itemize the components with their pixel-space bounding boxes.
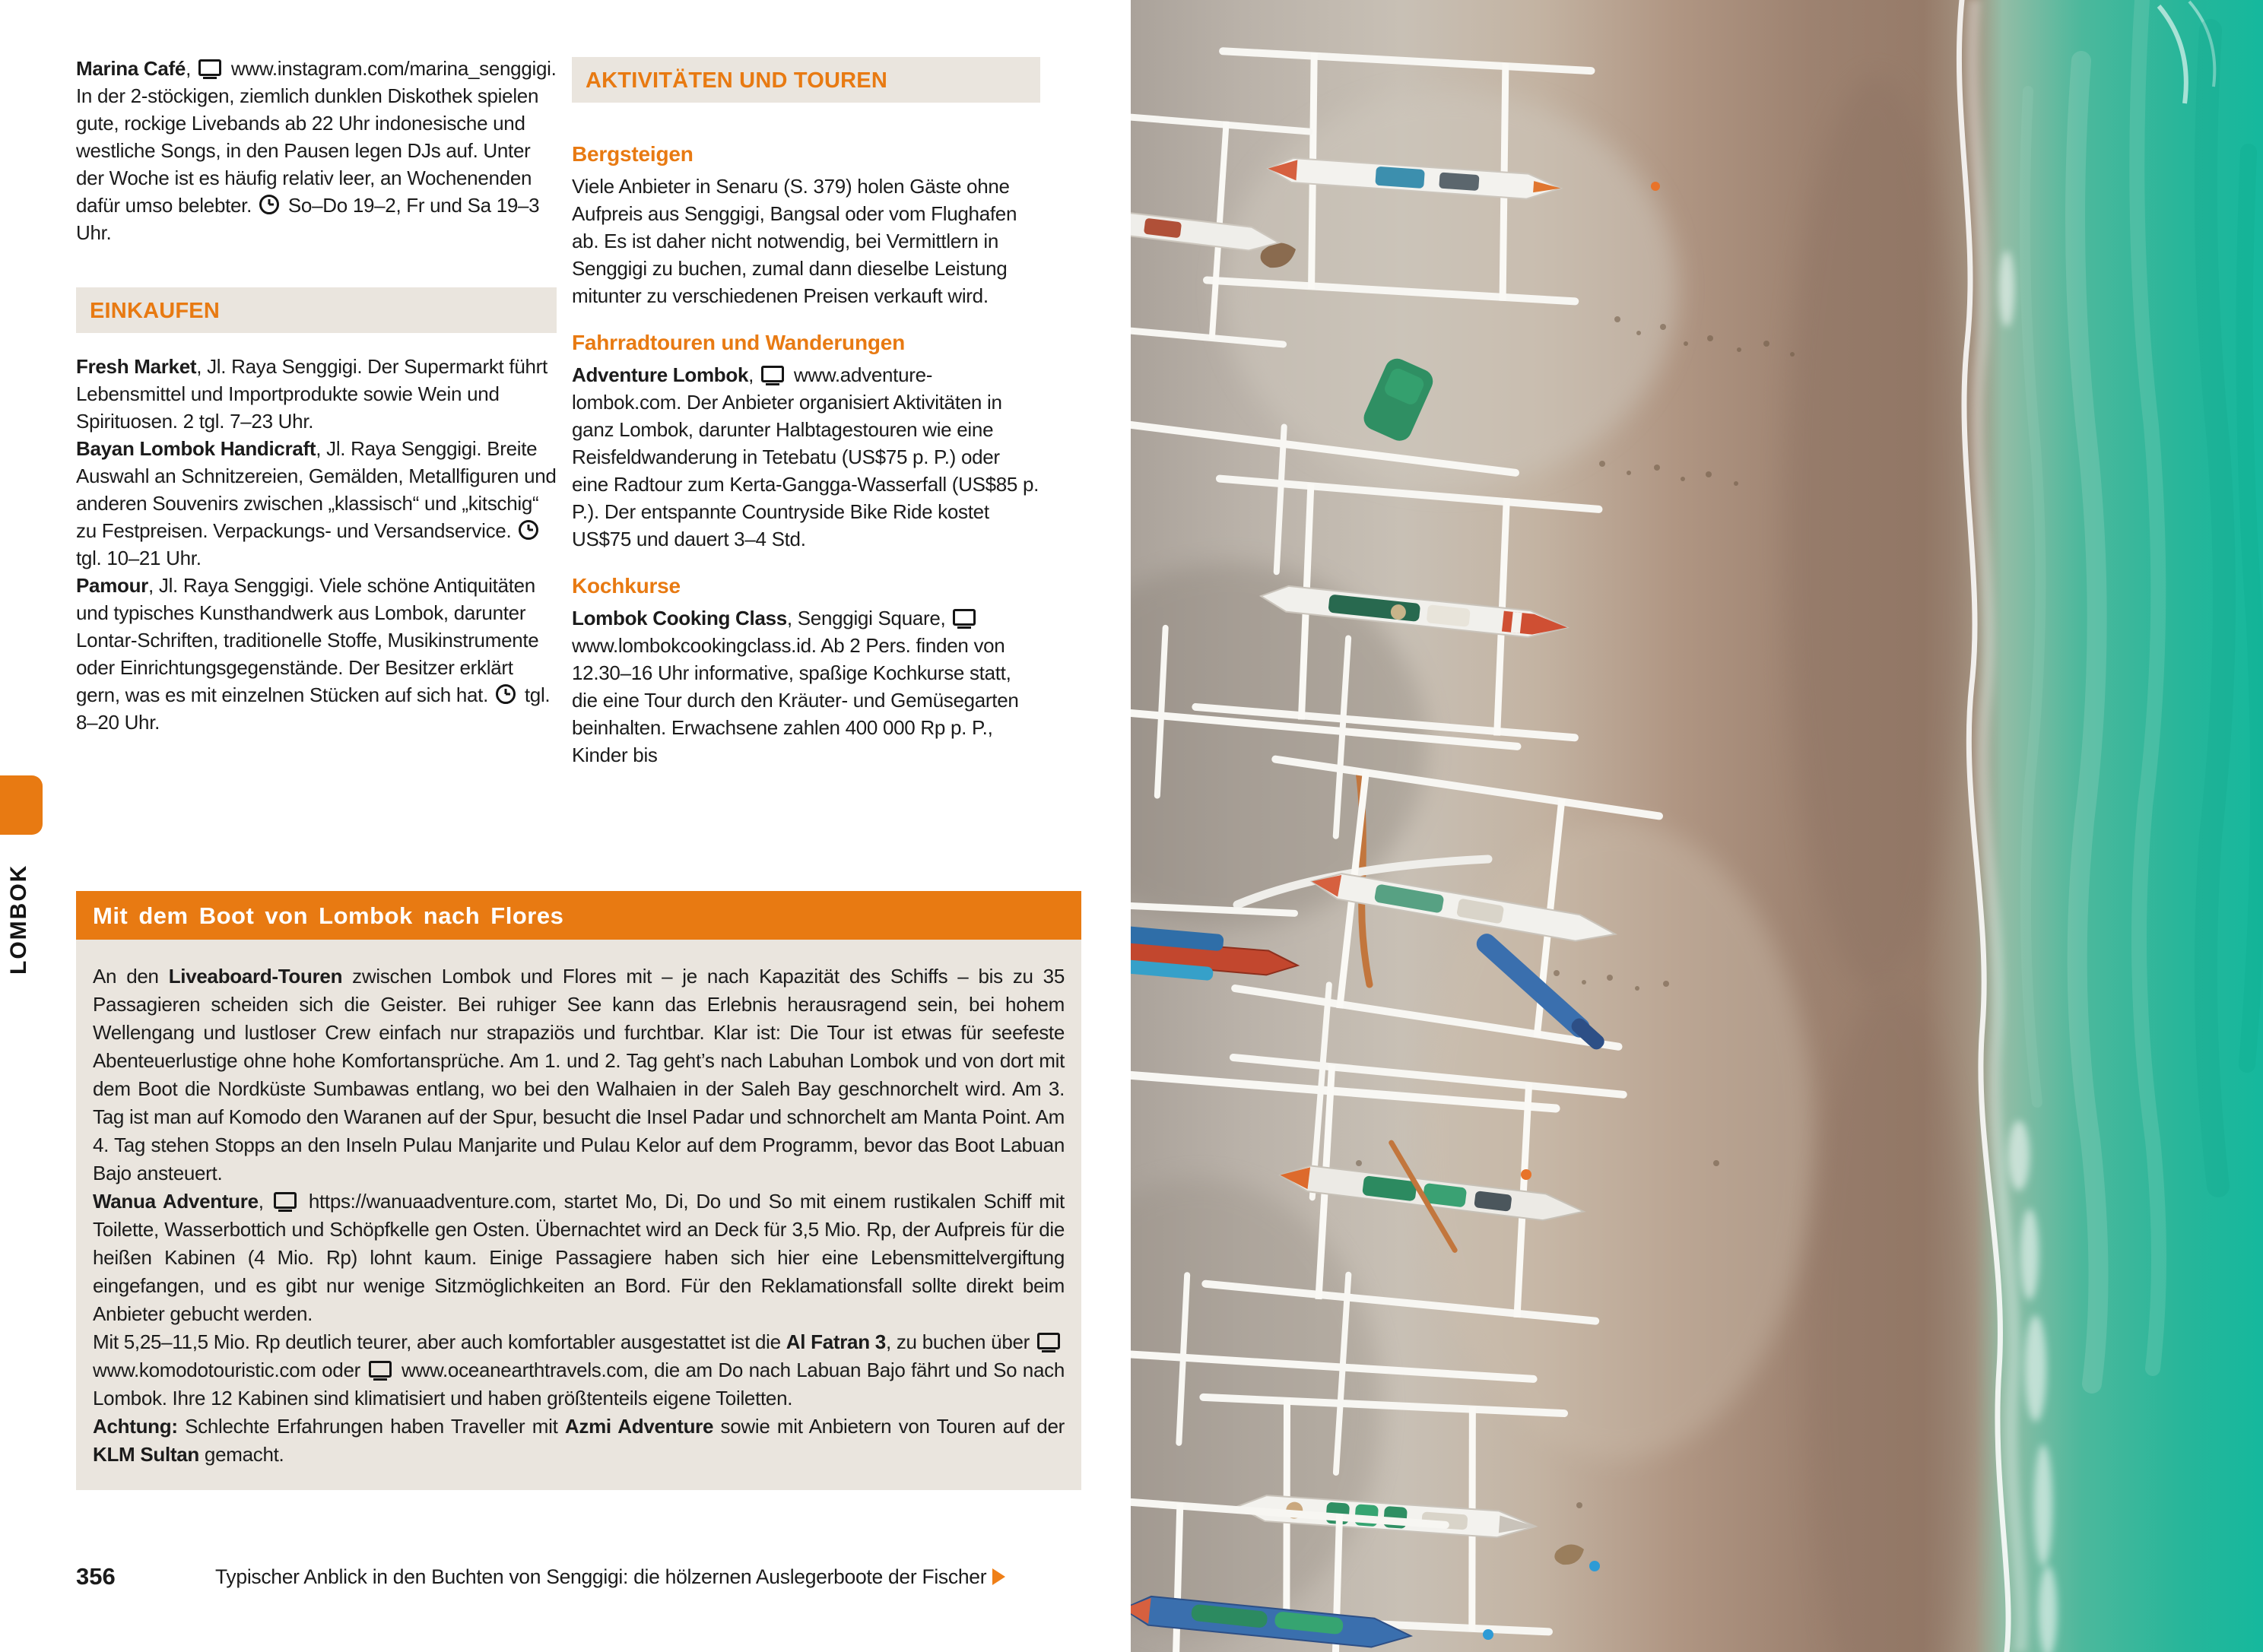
subhead-fahrradtouren: Fahrradtouren und Wanderungen <box>572 331 906 354</box>
section-header-aktivitaeten: AKTIVITÄTEN UND TOUREN <box>572 57 1040 103</box>
subhead-kochkurse: Kochkurse <box>572 574 681 598</box>
entry-bergsteigen: Viele Anbieter in Senaru (S. 379) holen Gäste ohne Aufpreis aus Senggigi, Bangsal oder vom Flughafen ab. Es ist daher nicht notwendig, bei Vermittlern in Senggigi zu buchen, zumal dann dieselbe Leistung mitunter zu verschiedenen Preisen verkauft wird. <box>572 175 1017 307</box>
clock-icon <box>496 684 516 704</box>
web-icon <box>274 1192 297 1209</box>
entry-bayan-handicraft: Bayan Lombok Handicraft, Jl. Raya Senggigi. Breite Auswahl an Schnitzereien, Gemälden, Metallfiguren und anderen Souvenirs zwischen „klassisch“ und „kitschig“ zu Festpreisen. Verpackungs- und Versandservice. tgl. 10–21 Uhr. <box>76 437 557 569</box>
page-number: 356 <box>76 1563 116 1590</box>
clock-icon <box>259 195 279 214</box>
infobox-boat-lombok-flores <box>76 891 1081 1490</box>
web-icon <box>369 1361 392 1378</box>
chapter-label: LOMBOK <box>6 864 31 975</box>
section-header-einkaufen: EINKAUFEN <box>76 287 557 333</box>
infobox-title: Mit dem Boot von Lombok nach Flores <box>76 891 1081 940</box>
web-icon <box>198 59 221 76</box>
entry-marina-cafe: Marina Café, www.instagram.com/marina_senggigi. In der 2-stöckigen, ziemlich dunklen Diskothek spielen gute, rockige Livebands ab 22 Uhr indonesische und westliche Songs, in den Pausen legen DJs auf. Unter der Woche ist es häufig relativ leer, an Wochenenden dafür umso belebter. So–Do 19–2, Fr und Sa 19–3 Uhr. <box>76 57 557 244</box>
beach-photo <box>1131 0 2263 1652</box>
beach-photo-illustration <box>1131 0 2263 1652</box>
entry-pamour: Pamour, Jl. Raya Senggigi. Viele schöne Antiquitäten und typisches Kunsthandwerk aus Lombok, darunter Lontar-Schriften, traditionelle Stoffe, Musikinstrumente oder Einrichtungsgegenstände. Der Besitzer erklärt gern, was es mit einzelnen Stücken auf sich hat. tgl. 8–20 Uhr. <box>76 574 551 734</box>
web-icon <box>761 366 784 382</box>
entry-lombok-cooking-class: Lombok Cooking Class, Senggigi Square, www.lombokcookingclass.id. Ab 2 Pers. finden von 12.30–16 Uhr informative, spaßige Kochkurse statt, die eine Tour durch den Kräuter- und Gemüsegarten beinhalten. Erwachsene zahlen 400 000 Rp p. P., Kinder bis <box>572 607 1019 766</box>
clock-icon <box>519 520 538 540</box>
infobox-paragraph-achtung: Achtung: Schlechte Erfahrungen haben Traveller mit Azmi Adventure sowie mit Anbietern von Touren auf der KLM Sultan gemacht. <box>93 1415 1065 1466</box>
entry-fresh-market: Fresh Market, Jl. Raya Senggigi. Der Supermarkt führt Lebensmittel und Importprodukte sowie Wein und Spirituosen. 2 tgl. 7–23 Uhr. <box>76 355 548 433</box>
chapter-tab <box>0 775 43 835</box>
infobox-paragraph-wanua: Wanua Adventure, https://wanuaadventure.com, startet Mo, Di, Do und So mit einem rustikalen Schiff mit Toilette, Wasserbottich und Schöpfkelle gen Osten. Übernachtet wird an Deck für 3,5 Mio. Rp, der Aufpreis für die heißen Kabinen (4 Mio. Rp) lohnt kaum. Einige Passagiere haben sich hier eine Lebensmittelvergiftung eingefangen, und es gibt nur wenige Sitzmöglichkeiten an Bord. Für den Reklamationsfall sollte direkt beim Anbieter gebucht werden. <box>93 1190 1065 1325</box>
web-icon <box>1037 1333 1060 1349</box>
infobox-body <box>76 940 1081 1490</box>
subhead-bergsteigen: Bergsteigen <box>572 142 694 166</box>
text-column-left <box>76 55 557 736</box>
photo-caption: Typischer Anblick in den Buchten von Senggigi: die hölzernen Auslegerboote der Fischer <box>215 1565 1082 1589</box>
infobox-paragraph-liveaboard: An den Liveaboard-Touren zwischen Lombok und Flores mit – je nach Kapazität des Schiffs – bis zu 35 Passagieren scheiden sich die Geister. Bei ruhiger See kann das Erlebnis herausragend sein, bei hohem Wellengang und lustloser Crew einfach nur strapaziös und furchtbar. Klar ist: Die Tour ist etwas für seefeste Abenteuerlustige ohne hohe Komfortansprüche. Am 1. und 2. Tag geht’s nach Labuhan Lombok und von dort mit dem Boot die Nordküste Sumbawas entlang, wo bei den Walhaien in der Saleh Bay geschnorchelt wird. Am 3. Tag ist man auf Komodo den Waranen auf der Spur, besucht die Insel Padar und schnorchelt am Manta Point. Am 4. Tag stehen Stopps an den Inseln Pulau Manjarite und Pulau Kelor auf dem Programm, bevor das Boot Labuan Bajo ansteuert. <box>93 965 1065 1184</box>
entry-adventure-lombok: Adventure Lombok, www.adventure-lombok.com. Der Anbieter organisiert Aktivitäten in ganz Lombok, darunter Halbtagestouren wie eine Reisfeldwanderung in Tetebatu (US$75 p. P.) oder eine Radtour zum Kerta-Gangga-Wasserfall (US$85 p. P.). Der entspannte Countryside Bike Ride kostet US$75 und dauert 3–4 Std. <box>572 363 1039 550</box>
arrow-right-icon <box>992 1568 1005 1585</box>
infobox-paragraph-alfatran: Mit 5,25–11,5 Mio. Rp deutlich teurer, aber auch komfortabler ausgestattet ist die Al Fatran 3, zu buchen über www.komodotouristic.com oder www.oceanearthtravels.com, die am Do nach Labuan Bajo fährt und So nach Lombok. Ihre 12 Kabinen sind klimatisiert und haben größtenteils eigene Toiletten. <box>93 1330 1065 1409</box>
text-column-right <box>572 57 1040 769</box>
web-icon <box>953 609 976 626</box>
